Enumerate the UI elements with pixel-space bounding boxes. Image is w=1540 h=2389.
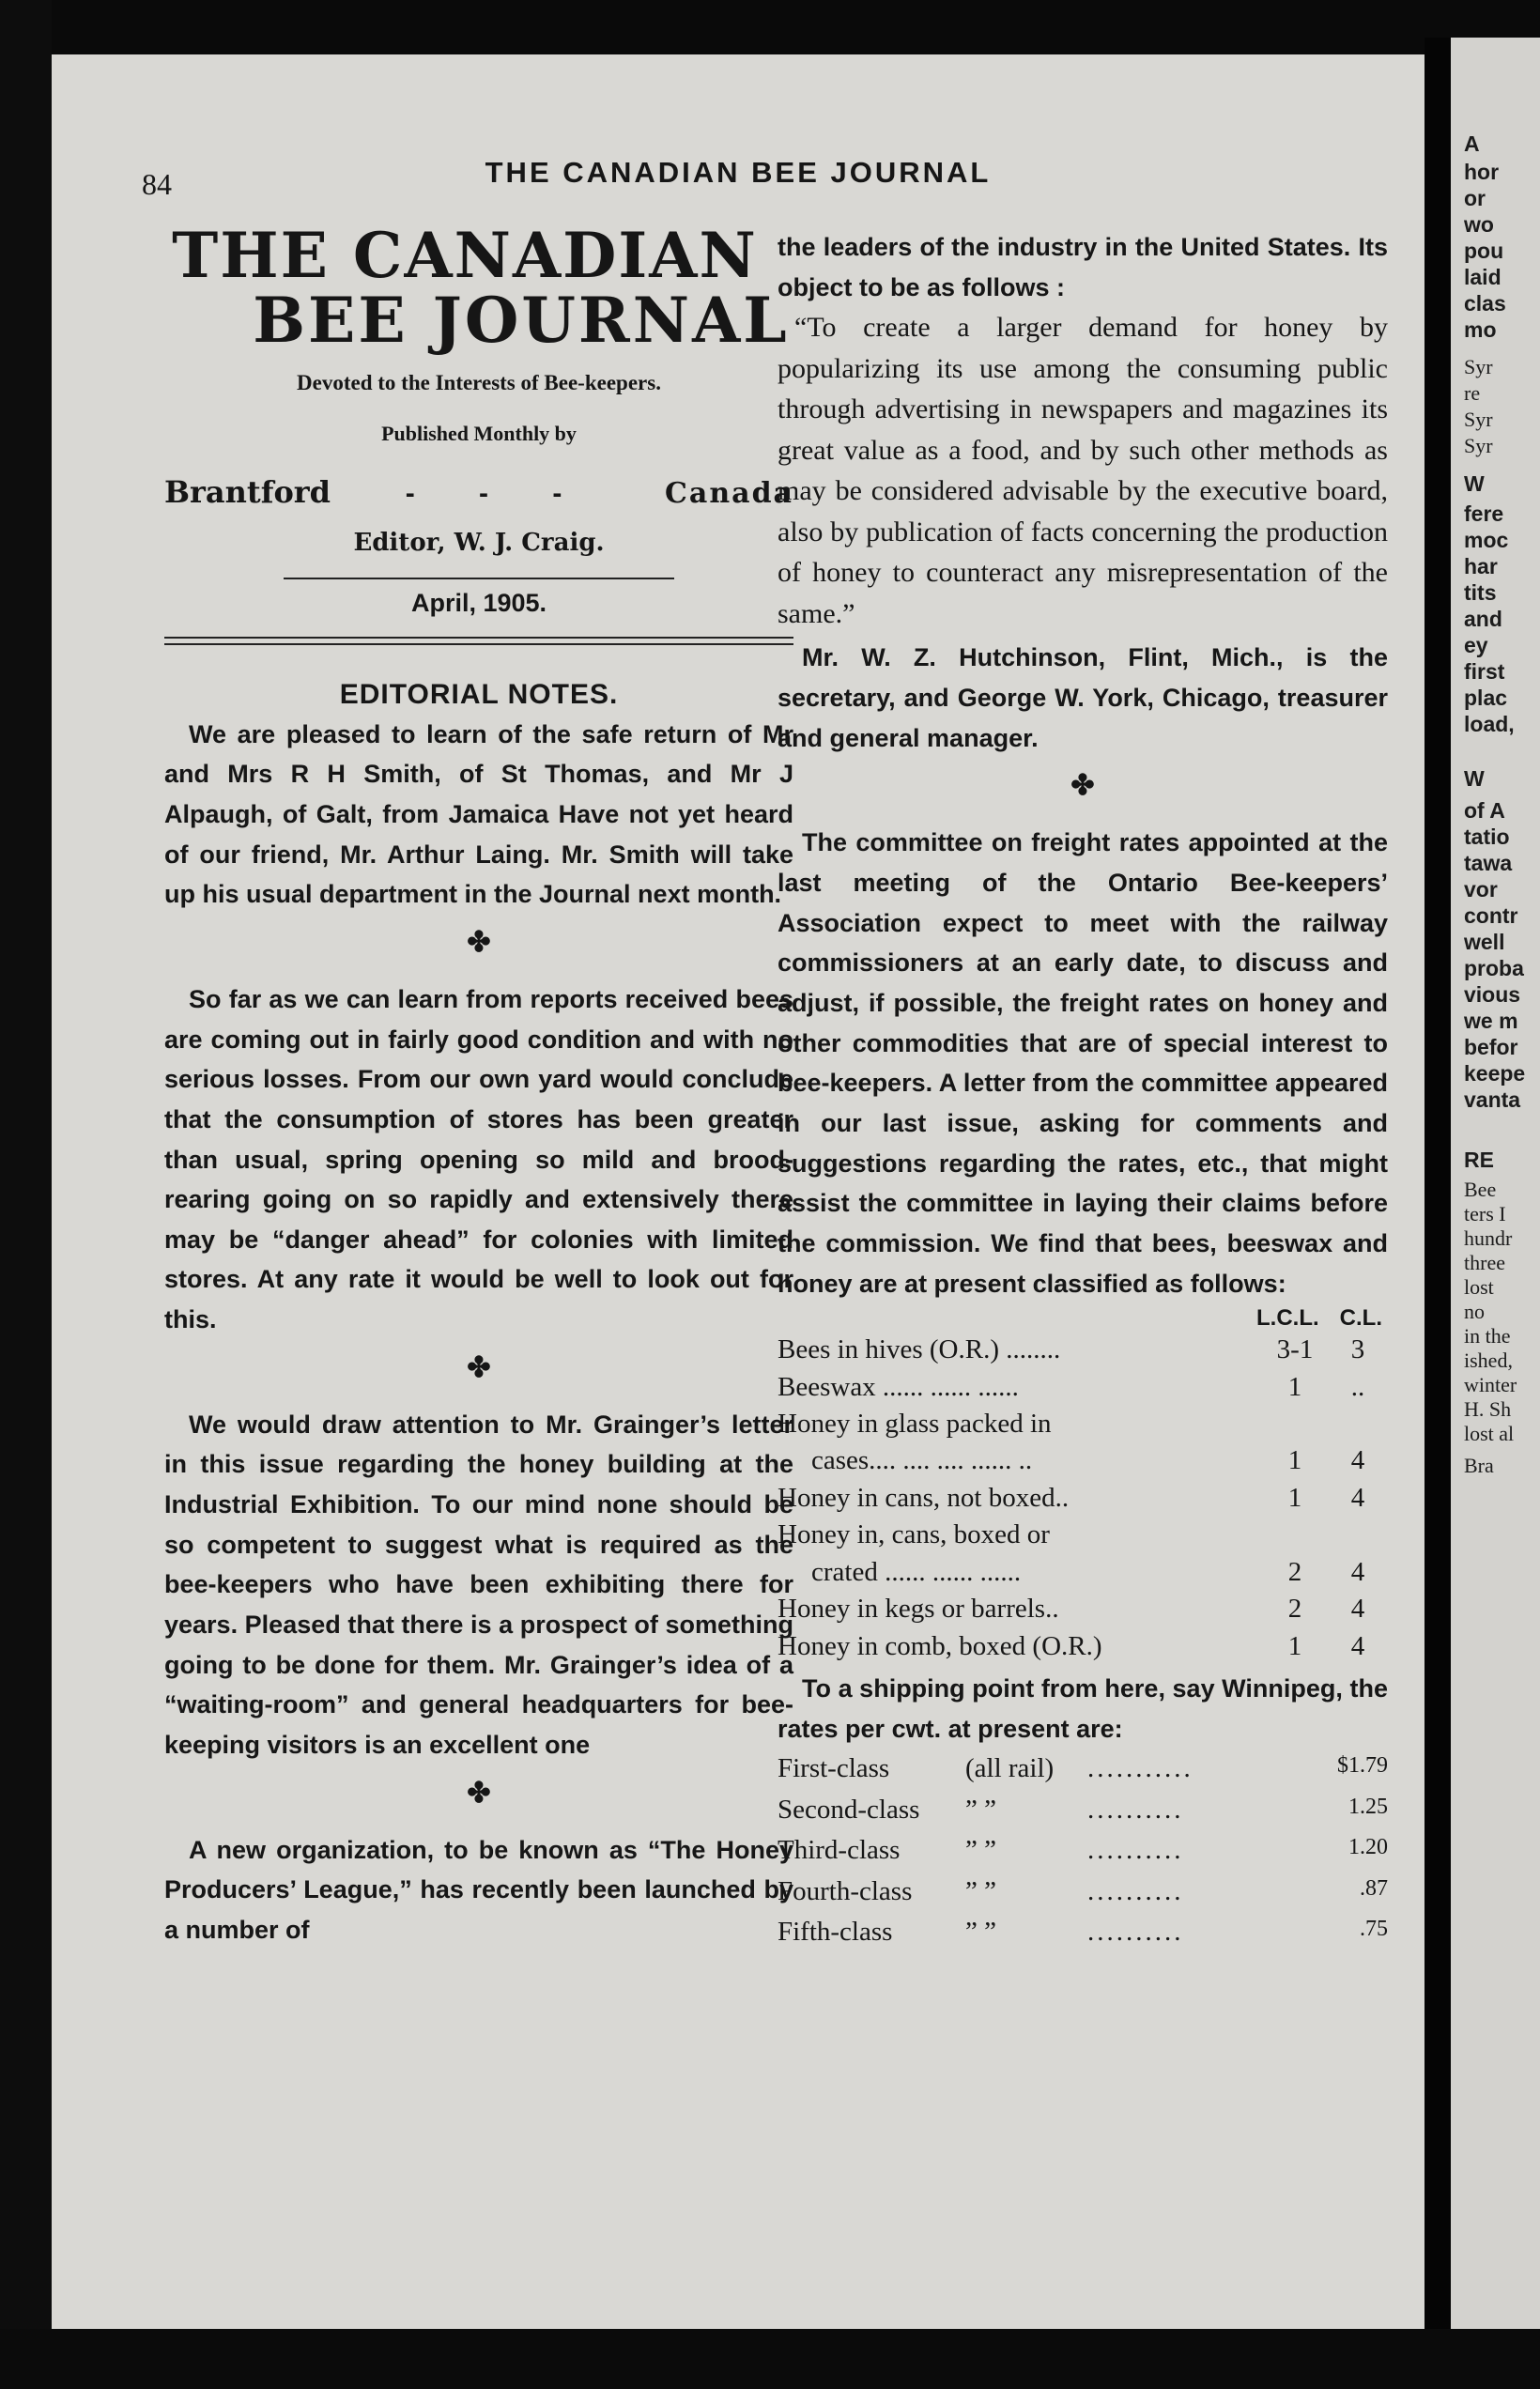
leader-dots: ........... — [1087, 1753, 1194, 1784]
rates-header-lcl: L.C.L. — [1256, 1305, 1319, 1332]
facing-page-line: pou — [1464, 239, 1504, 263]
class-price: 1.25 — [1348, 1794, 1388, 1819]
left-column — [164, 219, 793, 1950]
facing-page-line: ters I — [1464, 1202, 1506, 1225]
facing-page-line: proba — [1464, 956, 1524, 980]
masthead-country: Canada — [665, 476, 793, 510]
masthead-dashes: - - - — [405, 477, 591, 509]
rates-header-cl: C.L. — [1339, 1305, 1382, 1332]
rates-cl: 4 — [1350, 1594, 1365, 1625]
masthead-published: Published Monthly by — [381, 421, 577, 445]
class-rate-row — [778, 1872, 1388, 1913]
class-route: ” ” — [965, 1835, 996, 1866]
rates-item: Honey in comb, boxed (O.R.) — [778, 1630, 1102, 1661]
facing-page-line: well — [1464, 930, 1505, 954]
facing-page-line: tawa — [1464, 851, 1513, 875]
facing-page-line: vanta — [1464, 1087, 1521, 1112]
facing-page-line: Syr — [1464, 434, 1493, 457]
facing-page-line: hundr — [1464, 1226, 1513, 1250]
scan-border-bottom — [0, 2329, 1540, 2389]
rates-row — [778, 1554, 1388, 1591]
facing-page-line: befor — [1464, 1035, 1518, 1059]
leader-dots: .......... — [1087, 1835, 1184, 1866]
rates-cl: 4 — [1350, 1630, 1365, 1661]
masthead-rule — [284, 578, 673, 579]
rates-lcl: 1 — [1287, 1445, 1302, 1476]
leader-dots: .......... — [1087, 1875, 1184, 1906]
class-rate-row — [778, 1912, 1388, 1953]
rates-row — [778, 1591, 1388, 1627]
rates-item: Honey in kegs or barrels.. — [778, 1594, 1059, 1625]
rates-lcl: 1 — [1287, 1630, 1302, 1661]
right-column — [778, 223, 1388, 1953]
editorial-paragraph: The committee on freight rates appointed at the last meeting of the Ontario Bee-keepers’ Association expect to meet with the railway commissioners at an early date, to discuss and adjust, if possible, the freight rates on honey and other commodities that are of special interest to bee-keepers. A letter from the committee appeared in our last issue, asking for comments and suggestions regarding the rates, etc., that might assist the committee in laying their claims before the commission. We find that bees, beeswax and honey are at present classified as follows: — [778, 828, 1388, 1298]
class-rates-list — [778, 1749, 1388, 1953]
facing-page-line: clas — [1464, 291, 1506, 316]
class-price: .87 — [1360, 1875, 1388, 1901]
rates-item: Beeswax ...... ...... ...... — [778, 1371, 1019, 1402]
rates-table-header — [778, 1305, 1388, 1332]
class-name: Fourth-class — [778, 1875, 913, 1906]
editorial-paragraph: We are pleased to learn of the safe return of Mr and Mrs R H Smith, of St Thomas, and Mr J Alpaugh, of Galt, from Jamaica Have not yet heard of our friend, Mr. Arthur Laing. Mr. Smith will take up his usual department in the Journal next month. — [164, 719, 793, 909]
rates-cl: 4 — [1350, 1445, 1365, 1476]
facing-page-line: and — [1464, 607, 1502, 631]
page-number: 84 — [142, 167, 172, 201]
class-rate-row — [778, 1749, 1388, 1790]
rates-row — [778, 1406, 1388, 1442]
facing-page-fragment — [1451, 38, 1540, 2348]
facing-page-line: Syr — [1464, 355, 1493, 378]
rates-row — [778, 1442, 1388, 1479]
facing-page-line: vious — [1464, 982, 1521, 1007]
class-route: ” ” — [965, 1875, 996, 1906]
rates-cl — [1328, 1517, 1388, 1553]
facing-page-line: tits — [1464, 580, 1497, 605]
class-name: First-class — [778, 1753, 890, 1784]
rates-cl: 4 — [1350, 1556, 1365, 1587]
class-rate-row — [778, 1830, 1388, 1872]
masthead-place — [164, 474, 793, 510]
rates-row — [778, 1517, 1388, 1553]
facing-page-line: re — [1464, 381, 1481, 405]
facing-page-line: three — [1464, 1251, 1505, 1274]
rates-lcl — [1262, 1406, 1328, 1442]
facing-page-line: RE — [1464, 1148, 1494, 1172]
facing-page-line: moc — [1464, 528, 1509, 552]
leader-dots: .......... — [1087, 1794, 1184, 1825]
masthead-tagline: Devoted to the Interests of Bee-keepers. — [297, 370, 661, 394]
facing-page-line: W — [1464, 766, 1485, 791]
editorial-paragraph: To a shipping point from here, say Winnipeg, the rates per cwt. at present are: — [778, 1674, 1388, 1743]
masthead-double-rule — [164, 637, 793, 645]
facing-page-line: W — [1464, 471, 1485, 496]
facing-page-line: we m — [1464, 1009, 1518, 1033]
facing-page-line: of A — [1464, 798, 1505, 823]
class-name: Third-class — [778, 1835, 901, 1866]
facing-page-line: contr — [1464, 903, 1518, 928]
class-route: (all rail) — [965, 1753, 1055, 1784]
facing-page-line: Bee — [1464, 1178, 1497, 1201]
class-name: Second-class — [778, 1794, 920, 1825]
scan-border-top — [0, 0, 1540, 54]
journal-page — [52, 54, 1424, 2329]
facing-page-line: hor — [1464, 160, 1500, 184]
editorial-paragraph: A new organization, to be known as “The Honey Producers’ League,” has recently been launched by a number of — [164, 1835, 793, 1944]
running-title: THE CANADIAN BEE JOURNAL — [485, 156, 992, 189]
rates-lcl: 1 — [1287, 1371, 1302, 1402]
facing-page-line: mo — [1464, 317, 1497, 342]
facing-page-line: fere — [1464, 501, 1504, 526]
facing-page-line: or — [1464, 186, 1486, 210]
facing-page-line: A — [1464, 131, 1480, 156]
masthead-title-line2: BEE JOURNAL — [253, 284, 790, 358]
rates-lcl: 2 — [1287, 1594, 1302, 1625]
rates-item: cases.... .... .... ...... .. — [811, 1445, 1033, 1476]
ornament-divider: ✤ — [467, 1777, 491, 1809]
facing-page-line: in the — [1464, 1324, 1511, 1348]
masthead-editor: Editor, W. J. Craig. — [353, 528, 605, 557]
masthead-title-line1: THE CANADIAN — [172, 219, 758, 292]
facing-page-line: H. Sh — [1464, 1397, 1512, 1421]
facing-page-line: tatio — [1464, 825, 1510, 849]
facing-page-line: wo — [1464, 212, 1494, 237]
rates-lcl — [1262, 1517, 1328, 1553]
facing-page-line: first — [1464, 659, 1505, 684]
rates-item: Bees in hives (O.R.) ........ — [778, 1334, 1061, 1365]
ornament-divider: ✤ — [467, 926, 491, 958]
facing-page-line: Syr — [1464, 408, 1493, 431]
rates-lcl: 3-1 — [1276, 1334, 1314, 1365]
leader-dots: .......... — [1087, 1917, 1184, 1948]
facing-page-line: laid — [1464, 265, 1502, 289]
facing-page-line: ished, — [1464, 1349, 1513, 1372]
editorial-paragraph: We would draw attention to Mr. Grainger’s letter in this issue regarding the honey building at the Industrial Exhibition. To our mind none should be so competent to suggest what is required as the bee-keepers who have been exhibiting there for years. Pleased that there is a prospect of something going to be done for them. Mr. Grainger’s idea of a “waiting-room” and general headquarters for bee-keeping visitors is an excellent one — [164, 1410, 793, 1760]
facing-page-line: no — [1464, 1300, 1485, 1323]
ornament-divider: ✤ — [1070, 770, 1095, 802]
league-objects-quote: “To create a larger demand for honey by popularizing its use among the consuming public through advertising in newspapers and magazines its great value as a food, and by such other methods as may be considered advisable by the executive board, also by publication of facts concerning the production of honey to counteract any misrepresentation of the same.” — [778, 312, 1388, 629]
facing-page-line: plac — [1464, 686, 1508, 710]
facing-page-line: Bra — [1464, 1454, 1494, 1477]
rates-lcl: 2 — [1287, 1556, 1302, 1587]
class-route: ” ” — [965, 1917, 996, 1948]
class-price: 1.20 — [1348, 1835, 1388, 1860]
masthead-city: Brantford — [164, 473, 331, 510]
facing-page-line: winter — [1464, 1373, 1517, 1396]
book-spine-shadow — [1424, 38, 1451, 2348]
class-rate-row — [778, 1790, 1388, 1831]
rates-row — [778, 1369, 1388, 1406]
facing-page-line: load, — [1464, 712, 1515, 736]
facing-page-line: vor — [1464, 877, 1498, 902]
class-route: ” ” — [965, 1794, 996, 1825]
rates-row — [778, 1628, 1388, 1665]
editorial-paragraph-continued: the leaders of the industry in the United States. Its object to be as follows : — [778, 233, 1388, 301]
facing-page-line: lost — [1464, 1275, 1494, 1299]
issue-date: April, 1905. — [410, 588, 547, 617]
class-name: Fifth-class — [778, 1917, 893, 1948]
rates-item: Honey in glass packed in — [778, 1409, 1052, 1440]
rates-item: crated ...... ...... ...... — [811, 1556, 1022, 1587]
editorial-paragraph: Mr. W. Z. Hutchinson, Flint, Mich., is the secretary, and George W. York, Chicago, treasurer and general manager. — [778, 643, 1388, 752]
rates-cl: .. — [1350, 1371, 1365, 1402]
editorial-paragraph: So far as we can learn from reports received bees are coming out in fairly good condition and with no serious losses. From our own yard would conclude that the consumption of stores has been greater than usual, spring opening so mild and brood-rearing going on so rapidly and extensively there may be “danger ahead” for colonies with limited stores. At any rate it would be well to look out for this. — [164, 984, 793, 1334]
rates-cl — [1328, 1406, 1388, 1442]
rates-cl: 4 — [1350, 1482, 1365, 1513]
rates-item: Honey in, cans, boxed or — [778, 1519, 1050, 1550]
rates-row — [778, 1332, 1388, 1368]
class-price: .75 — [1360, 1917, 1388, 1942]
scan-border-left — [0, 0, 52, 2389]
masthead — [164, 219, 793, 358]
rates-row — [778, 1480, 1388, 1517]
section-title: EDITORIAL NOTES. — [339, 678, 619, 710]
facing-page-line: lost al — [1464, 1422, 1515, 1445]
rates-lcl: 1 — [1287, 1482, 1302, 1513]
rates-table — [778, 1332, 1388, 1665]
facing-page-line: keepe — [1464, 1061, 1526, 1086]
facing-page-line: ey — [1464, 633, 1488, 657]
class-price: $1.79 — [1337, 1753, 1388, 1779]
facing-page-line: har — [1464, 554, 1498, 578]
rates-cl: 3 — [1350, 1334, 1365, 1365]
ornament-divider: ✤ — [467, 1351, 491, 1383]
rates-item: Honey in cans, not boxed.. — [778, 1482, 1070, 1513]
